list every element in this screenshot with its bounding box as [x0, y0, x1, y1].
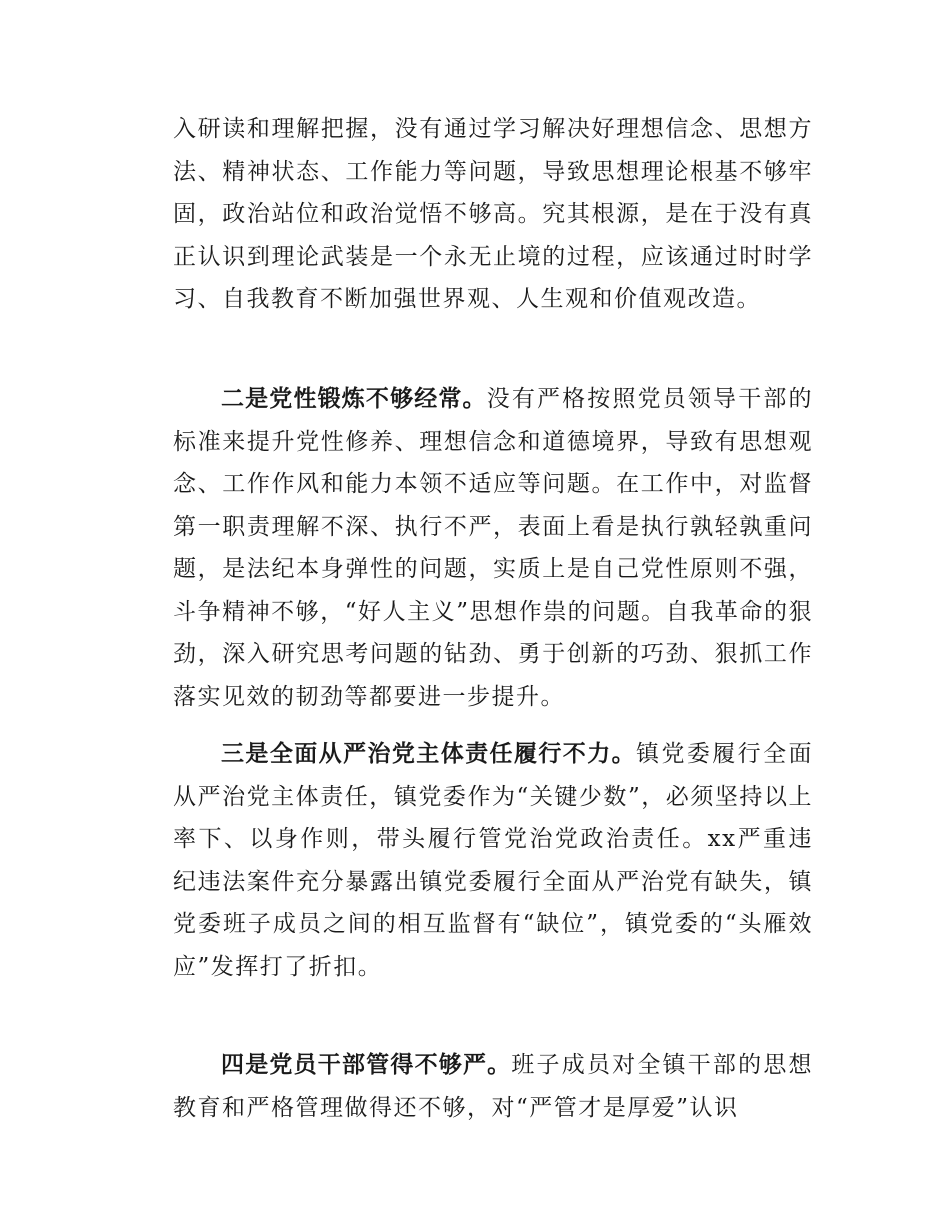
paragraph-heading: 二是党性锻炼不够经常。 — [221, 386, 487, 412]
paragraph-heading: 三是全面从严治党主体责任履行不力。 — [221, 741, 637, 767]
paragraph-responsibility — [173, 733, 813, 988]
paragraph-party-spirit — [173, 378, 813, 718]
paragraph-body: 镇党委履行全面从严治党主体责任，镇党委作为“关键少数”，必须坚持以上率下、以身作则，带头履行管党治党政治责任。xx严重违纪违法案件充分暴露出镇党委履行全面从严治党有缺失，镇党委班子成员之间的相互监督有“缺位”，镇党委的“头雁效应”发挥打了折扣。 — [173, 741, 814, 980]
paragraph-body: 班子成员对全镇干部的思想教育和严格管理做得还不够，对“严管才是厚爱”认识 — [173, 1052, 814, 1121]
paragraph-cadre-management — [173, 1044, 813, 1129]
paragraph-continuation — [173, 108, 813, 321]
paragraph-heading: 四是党员干部管得不够严。 — [221, 1052, 512, 1078]
paragraph-body: 入研读和理解把握，没有通过学习解决好理想信念、思想方法、精神状态、工作能力等问题，导致思想理论根基不够牢固，政治站位和政治觉悟不够高。究其根源，是在于没有真正认识到理论武装是一个永无止境的过程，应该通过时时学习、自我教育不断加强世界观、人生观和价值观改造。 — [173, 116, 813, 312]
paragraph-body: 没有严格按照党员领导干部的标准来提升党性修养、理想信念和道德境界，导致有思想观念、工作作风和能力本领不适应等问题。在工作中，对监督第一职责理解不深、执行不严，表面上看是执行孰轻孰重问题，是法纪本身弹性的问题，实质上是自己党性原则不强，斗争精神不够，“好人主义”思想作祟的问题。自我革命的狠劲，深入研究思考问题的钻劲、勇于创新的巧劲、狠抓工作落实见效的韧劲等都要进一步提升。 — [173, 386, 814, 710]
